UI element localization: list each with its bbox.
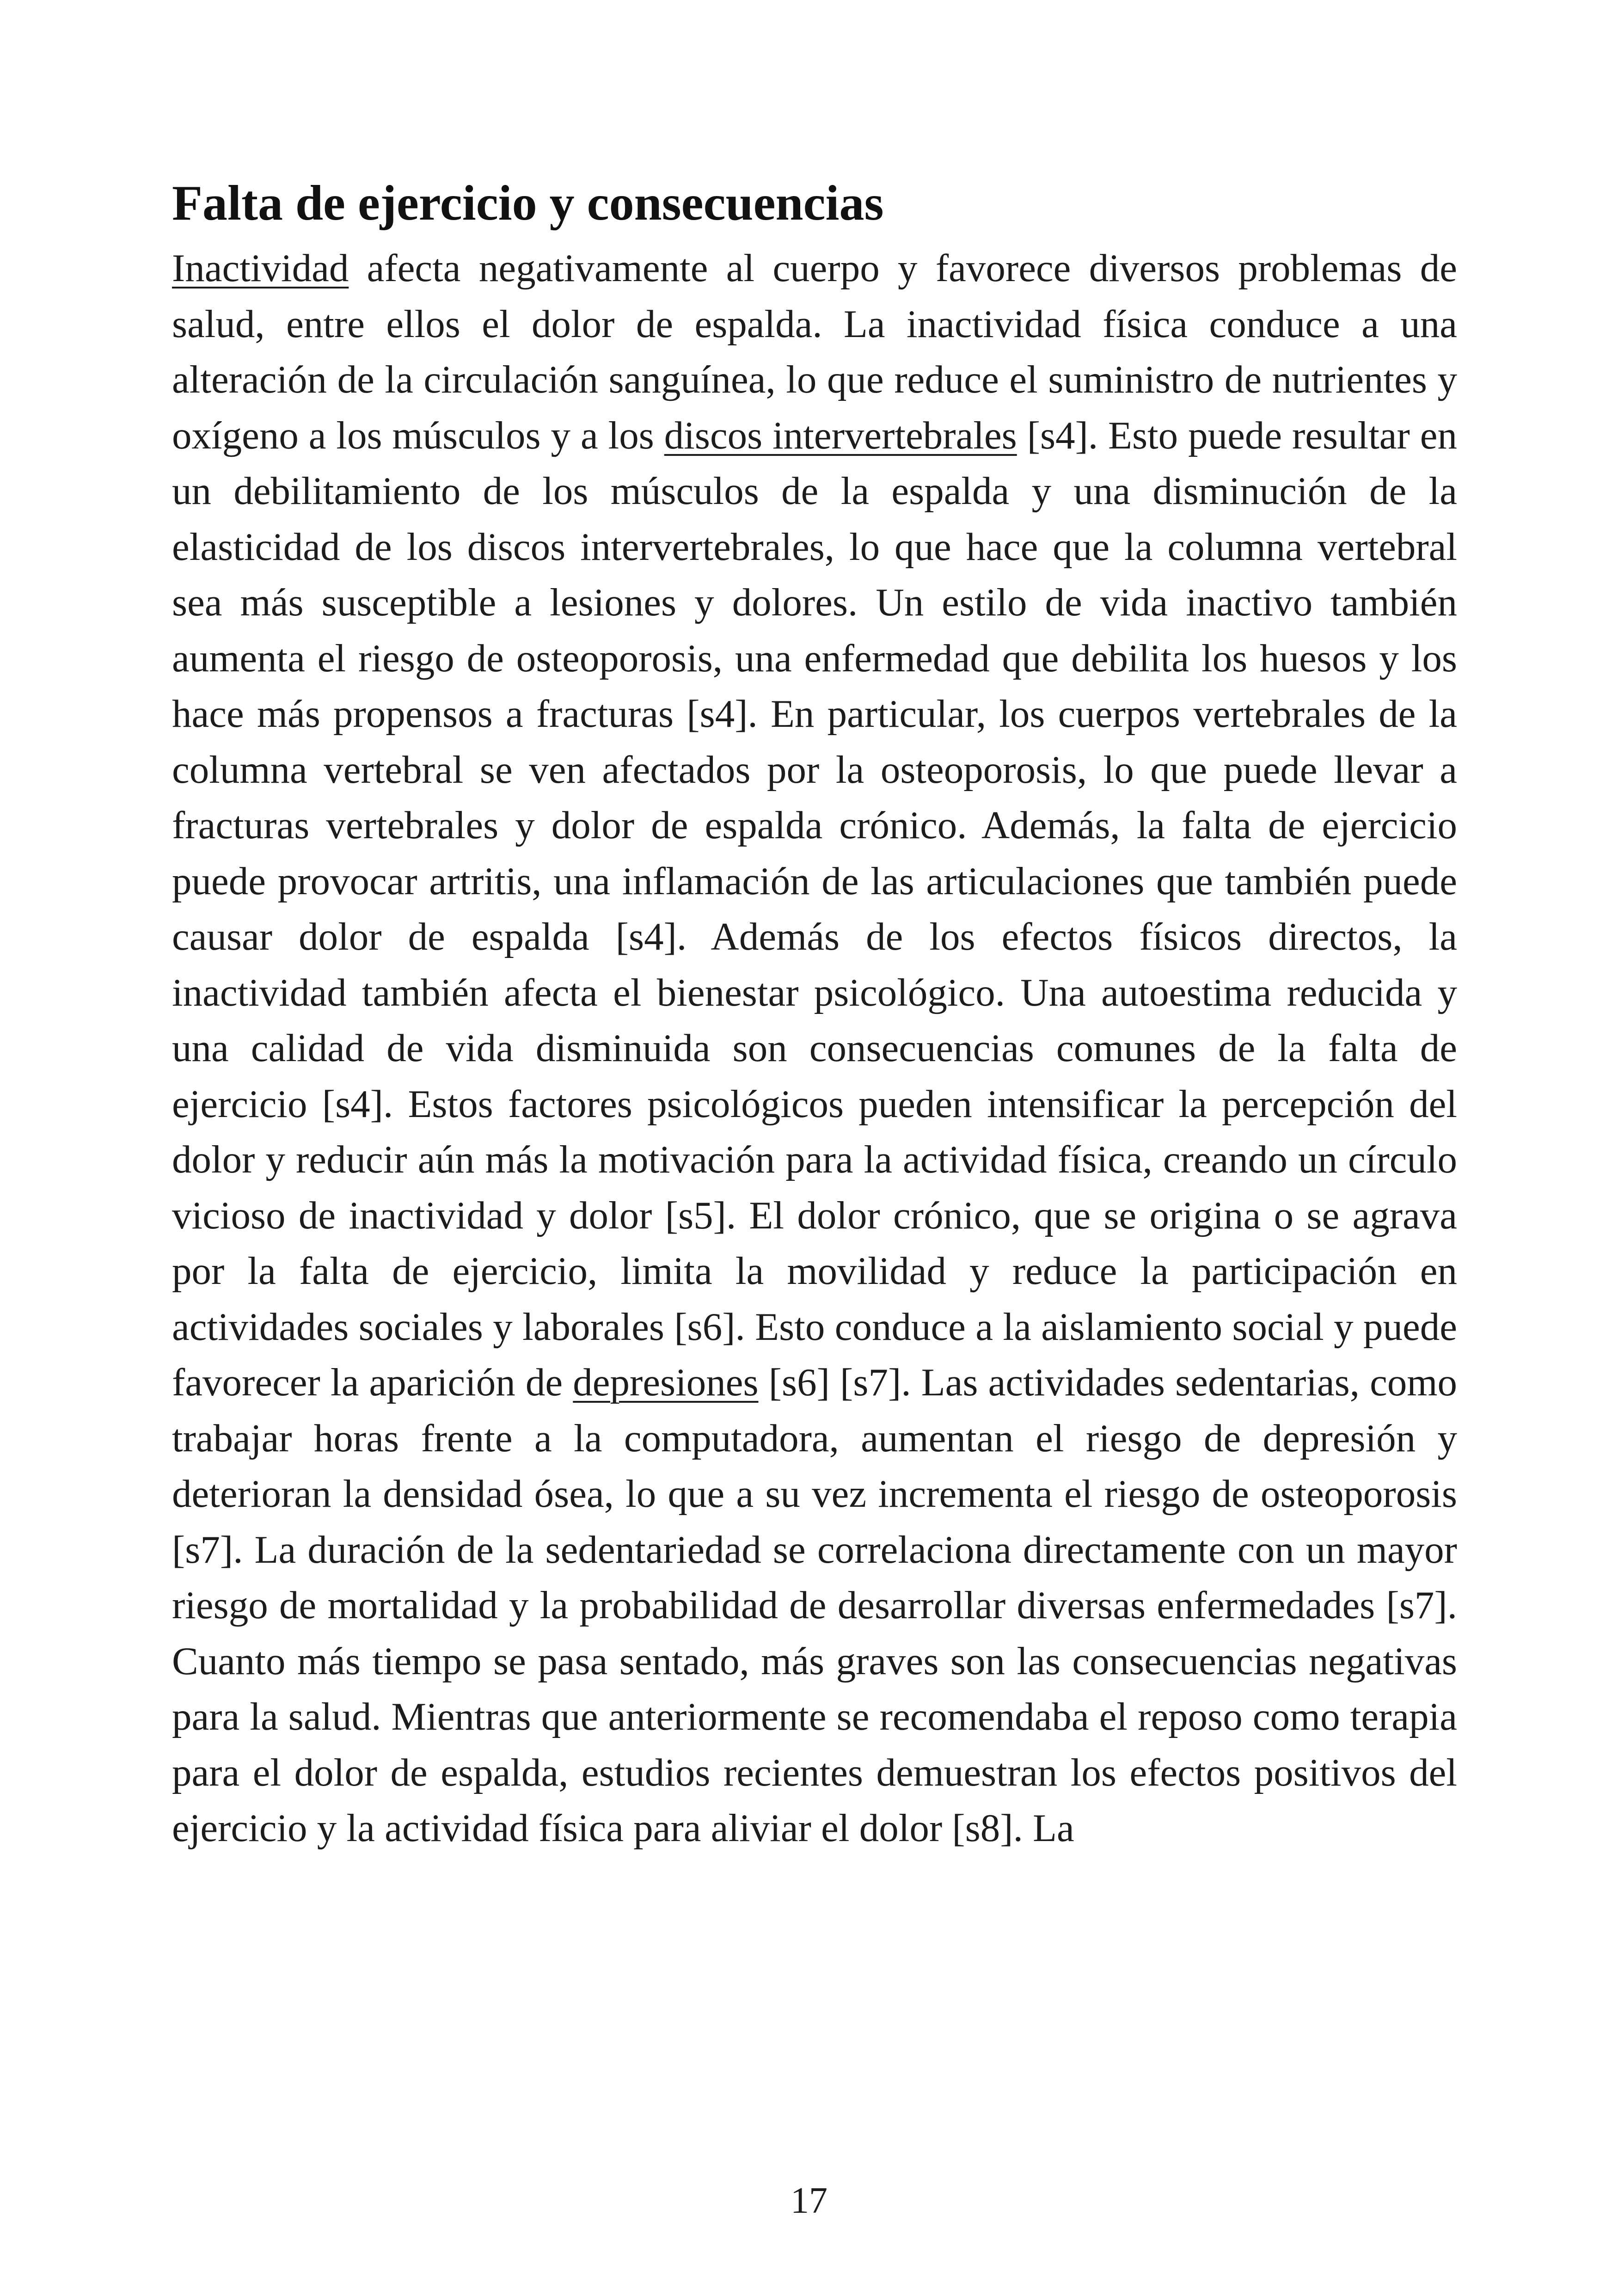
text-run: . Esto puede resultar en un debilitamiento de los músculos de la espalda y una disminución de la elasticidad de los discos intervertebrales, lo que hace que la columna vertebral sea más susceptible a lesiones y dolores. Un estilo de vida inactivo también aumenta el riesgo de osteoporosis, una enfermedad que debilita los huesos y los hace más propensos a fracturas [172, 413, 1457, 736]
citation-s5: [s5] [665, 1193, 726, 1237]
citation-s4: [s4] [322, 1082, 383, 1126]
text-run: . Estos factores psicológicos pueden intensificar la percepción del dolor y reducir aún más la motivación para la actividad física, creando un círculo vicioso de inactividad y dolor [172, 1082, 1457, 1237]
citation-s4: [s4] [1027, 413, 1088, 457]
citation-s7: [s7] [172, 1528, 233, 1572]
page-number: 17 [791, 2180, 827, 2221]
text-run: . En particular, los cuerpos vertebrales de la columna vertebral se ven afectados por la osteoporosis, lo que puede llevar a fracturas vertebrales y dolor de espalda crónico. Además, la falta de ejercicio puede provocar artritis, una inflamación de las articulaciones que también puede causar dolor de espalda [172, 692, 1457, 958]
citation-s7: [s7] [840, 1361, 901, 1404]
text-run [830, 1361, 840, 1404]
text-run: . La [1013, 1806, 1074, 1850]
text-run [759, 1361, 769, 1404]
citation-s6: [s6] [674, 1305, 735, 1349]
text-run: afecta negativamente al cuerpo y favorece diversos problemas de salud, entre ellos el dolor de espalda. La inactividad física conduce a una alteración de la circulación sanguínea, lo que reduce el suministro de nutrientes y oxígeno a los músculos y a los [172, 246, 1457, 457]
text-run [1017, 414, 1027, 457]
text-run: . Esto conduce a la aislamiento social y puede favorecer la aparición de [172, 1305, 1457, 1404]
text-run: . El dolor crónico, que se origina o se agrava por la falta de ejercicio, limita la movilidad y reduce la participación en actividades sociales y laborales [172, 1193, 1457, 1349]
text-run: . La duración de la sedentariedad se correlaciona directamente con un mayor riesgo de mortalidad y la probabilidad de desarrollar diversas enfermedades [172, 1528, 1457, 1627]
section-heading: Falta de ejercicio y consecuencias [172, 176, 884, 231]
link-inactividad[interactable]: Inactividad [172, 246, 349, 290]
text-run: . Las actividades sedentarias, como trabajar horas frente a la computadora, aumentan el riesgo de depresión y deterioran la densidad ósea, lo que a su vez incrementa el riesgo de osteoporosis [172, 1361, 1457, 1516]
text-run: . Además de los efectos físicos directos, la inactividad también afecta el bienestar psicológico. Una autoestima reducida y una calidad de vida disminuida son consecuencias comunes de la falta de ejercicio [172, 915, 1458, 1126]
citation-s4: [s4] [686, 692, 748, 736]
text-run: . Cuanto más tiempo se pasa sentado, más graves son las consecuencias negativas para la salud. Mientras que anteriormente se recomendaba el reposo como terapia para el dolor de espalda, estudios recientes demuestran los efectos positivos del ejercicio y la actividad física para aliviar el dolor [172, 1584, 1457, 1850]
citation-s6: [s6] [768, 1361, 830, 1404]
link-depresiones[interactable]: depresiones [573, 1361, 759, 1404]
link-discos-intervertebrales[interactable]: discos intervertebrales [664, 413, 1017, 457]
citation-s8: [s8] [952, 1806, 1013, 1850]
citation-s7: [s7] [1386, 1584, 1447, 1627]
citation-s4: [s4] [615, 915, 677, 958]
body-paragraph [172, 240, 1457, 1856]
